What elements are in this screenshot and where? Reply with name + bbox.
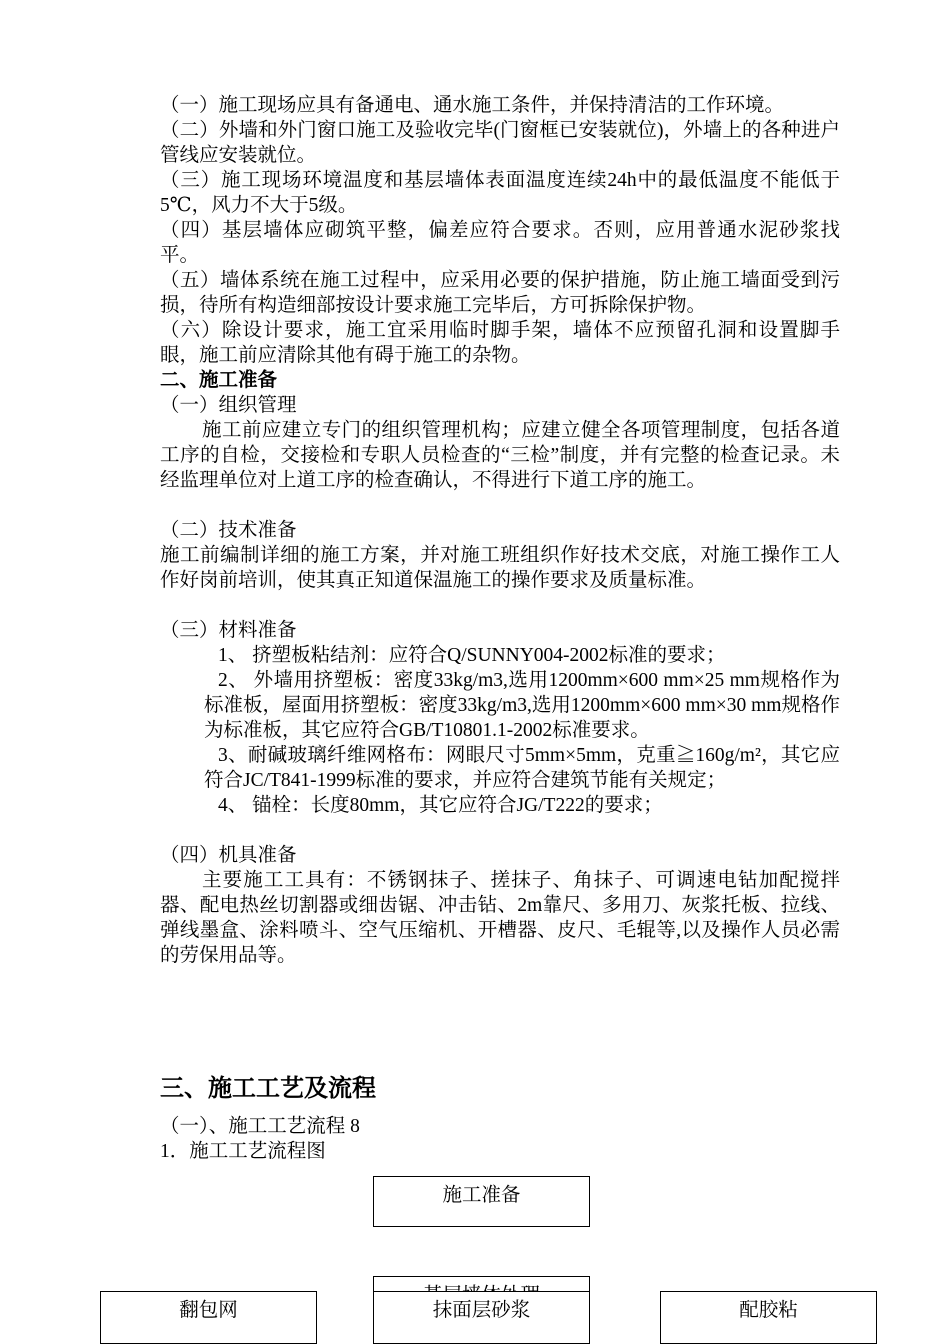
paragraph-6: （六）除设计要求，施工宜采用临时脚手架，墙体不应预留孔洞和设置脚手眼，施工前应清除其他有碍于施工的杂物。: [160, 320, 840, 366]
flow-box-mortar: 抹面层砂浆: [373, 1291, 590, 1344]
process-subheading: （一）、施工工艺流程 8: [160, 1116, 360, 1137]
paragraph-1: （一）施工现场应具有备通电、通水施工条件，并保持清洁的工作环境。: [160, 95, 785, 116]
material-item-3: 3、耐碱玻璃纤维网格布：网眼尺寸5mm×5mm，克重≧160g/m²，其它应符合JC/T841-1999标准的要求，并应符合建筑节能有关规定；: [204, 745, 840, 791]
org-body: 施工前应建立专门的组织管理机构；应建立健全各项管理制度，包括各道工序的自检，交接检和专职人员检查的“三检”制度，并有完整的检查记录。未经监理单位对上道工序的检查确认，不得进行下道工序的施工。: [160, 420, 840, 491]
paragraph-4: （四）基层墙体应砌筑平整，偏差应符合要求。否则，应用普通水泥砂浆找平。: [160, 220, 840, 266]
paragraph-3: （三）施工现场环境温度和基层墙体表面温度连续24h中的最低温度不能低于5℃，风力不大于5级。: [160, 170, 840, 216]
tech-body: 施工前编制详细的施工方案，并对施工班组织作好技术交底，对施工操作工人作好岗前培训，使其真正知道保温施工的操作要求及质量标准。: [160, 545, 840, 591]
section-2-heading: 二、施工准备: [160, 370, 278, 391]
section-3-heading: 三、施工工艺及流程: [160, 1076, 376, 1102]
flow-box-glue: 配胶粘: [660, 1291, 877, 1344]
body-text: [160, 93, 840, 968]
tech-heading: （二）技术准备: [160, 520, 297, 541]
material-item-2: 2、 外墙用挤塑板：密度33kg/m3,选用1200mm×600 mm×25 mm规格作为标准板，屋面用挤塑板：密度33kg/m3,选用1200mm×600 mm×30 mm规格作为标准板，其它应符合GB/T10801.1-2002标准要求。: [204, 670, 840, 741]
tool-heading: （四）机具准备: [160, 845, 297, 866]
flowchart-caption: 1．施工工艺流程图: [160, 1141, 326, 1162]
material-item-1: 1、 挤塑板粘结剂：应符合Q/SUNNY004-2002标准的要求；: [218, 645, 726, 666]
tool-body: 主要施工工具有：不锈钢抹子、搓抹子、角抹子、可调速电钻加配搅拌器、配电热丝切割器或细齿锯、冲击钻、2m靠尺、多用刀、灰浆托板、拉线、弹线墨盒、涂料喷斗、空气压缩机、开槽器、皮尺、毛辊等,以及操作人员必需的劳保用品等。: [160, 870, 840, 966]
flow-box-mesh-wrap: 翻包网: [100, 1291, 317, 1344]
material-heading: （三）材料准备: [160, 620, 297, 641]
material-item-4: 4、 锚栓：长度80mm，其它应符合JG/T222的要求；: [218, 795, 663, 816]
section-3-sub: [160, 1114, 360, 1164]
org-heading: （一）组织管理: [160, 395, 297, 416]
paragraph-5: （五）墙体系统在施工过程中，应采用必要的保护措施，防止施工墙面受到污损，待所有构造细部按设计要求施工完毕后，方可拆除保护物。: [160, 270, 840, 316]
paragraph-2: （二）外墙和外门窗口施工及验收完毕(门窗框已安装就位)，外墙上的各种进户管线应安装就位。: [160, 120, 840, 166]
flow-box-prepare: 施工准备: [373, 1176, 590, 1227]
